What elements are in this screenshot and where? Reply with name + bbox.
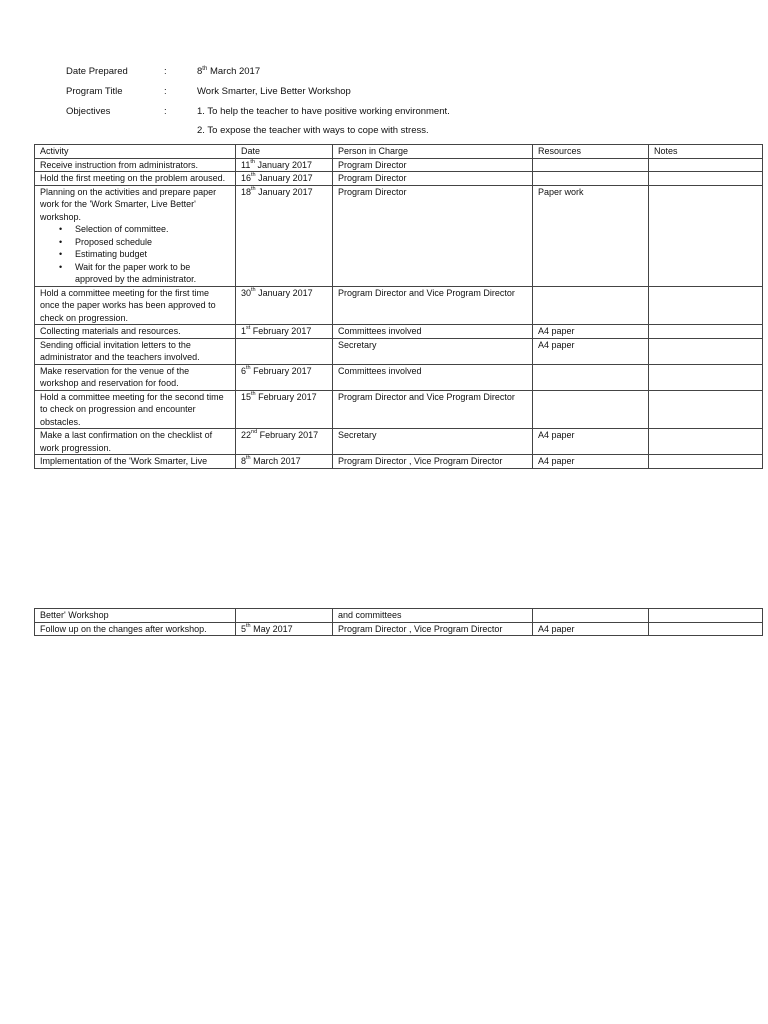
list-item: • Wait for the paper work to be approved by the administrator. <box>40 261 230 286</box>
objectives-colon: : <box>164 106 167 117</box>
person-cell: Program Director , Vice Program Director <box>333 622 533 636</box>
resources-cell: A4 paper <box>533 622 649 636</box>
objective-2: 2. To expose the teacher with ways to cope with stress. <box>197 125 429 136</box>
objective-1: 1. To help the teacher to have positive working environment. <box>197 106 450 117</box>
table-row <box>35 622 763 636</box>
resources-cell <box>533 609 649 623</box>
date-cell <box>236 185 333 286</box>
table-row <box>35 172 763 186</box>
activity-text: Planning on the activities and prepare paper work for the 'Work Smarter, Live Better' workshop. <box>40 186 217 222</box>
program-title-label: Program Title <box>66 86 123 97</box>
resources-cell: A4 paper <box>533 325 649 339</box>
activity-cell: Hold a committee meeting for the first time once the paper works has been approved to check on progression. <box>35 286 236 325</box>
person-cell: Program Director and Vice Program Director <box>333 390 533 429</box>
date-suffix: th <box>250 158 255 165</box>
date-day: 11 <box>241 159 251 170</box>
activity-bullet-list <box>40 223 230 286</box>
date-suffix: th <box>251 172 256 178</box>
column-header-notes: Notes <box>649 145 763 159</box>
notes-cell <box>649 622 763 636</box>
table-row <box>35 286 763 325</box>
notes-cell <box>649 286 763 325</box>
date-cell <box>236 390 333 429</box>
notes-cell <box>649 390 763 429</box>
date-day: 15 <box>241 391 252 402</box>
date-cell <box>236 364 333 390</box>
date-day: 22 <box>241 430 252 440</box>
activity-cell: Hold a committee meeting for the second time to check on progression and encounter obstacles. <box>35 390 236 429</box>
date-rest: February 2017 <box>250 365 312 376</box>
date-suffix: th <box>246 455 251 461</box>
table-row <box>35 609 763 623</box>
resources-cell <box>533 390 649 429</box>
person-cell: Committees involved <box>333 325 533 339</box>
date-day: 8 <box>241 456 247 466</box>
resources-cell <box>533 286 649 325</box>
table-row <box>35 429 763 455</box>
schedule-table <box>34 144 763 469</box>
person-cell: Secretary <box>333 338 533 364</box>
date-cell <box>236 158 333 172</box>
date-suffix: th <box>246 364 251 371</box>
date-suffix: st <box>246 325 251 331</box>
resources-cell: A4 paper <box>533 455 649 469</box>
table-row <box>35 390 763 429</box>
person-cell: Program Director <box>333 185 533 286</box>
date-day: 30 <box>241 287 252 298</box>
activity-cell: Hold the first meeting on the problem aroused. <box>35 172 236 186</box>
list-item: • Estimating budget <box>40 248 230 261</box>
date-suffix: th <box>251 185 256 192</box>
activity-cell <box>35 185 236 286</box>
activity-cell: Better' Workshop <box>35 609 236 623</box>
objectives-label: Objectives <box>66 106 111 117</box>
person-cell: and committees <box>333 609 533 623</box>
notes-cell <box>649 609 763 623</box>
resources-cell <box>533 364 649 390</box>
date-prepared-label: Date Prepared <box>66 66 128 77</box>
notes-cell <box>649 185 763 286</box>
notes-cell <box>649 364 763 390</box>
activity-cell: Sending official invitation letters to the administrator and the teachers involved. <box>35 338 236 364</box>
date-day: 1 <box>241 326 247 336</box>
date-rest: February 2017 <box>257 430 319 440</box>
notes-cell <box>649 429 763 455</box>
column-header-resources: Resources <box>533 145 649 159</box>
activity-cell: Receive instruction from administrators. <box>35 158 236 172</box>
table-row <box>35 338 763 364</box>
schedule-table-continued <box>34 608 763 636</box>
activity-cell: Make reservation for the venue of the workshop and reservation for food. <box>35 364 236 390</box>
table-row <box>35 185 763 286</box>
resources-cell <box>533 172 649 186</box>
activity-cell: Implementation of the 'Work Smarter, Live <box>35 455 236 469</box>
list-item: • Proposed schedule <box>40 236 230 249</box>
date-cell <box>236 429 333 455</box>
activity-cell: Follow up on the changes after workshop. <box>35 622 236 636</box>
date-cell <box>236 286 333 325</box>
program-title-colon: : <box>164 86 167 97</box>
column-header-person-in-charge: Person in Charge <box>333 145 533 159</box>
date-rest: February 2017 <box>250 326 312 336</box>
date-cell <box>236 455 333 469</box>
notes-cell <box>649 172 763 186</box>
list-item: • Selection of committee. <box>40 223 230 236</box>
notes-cell <box>649 338 763 364</box>
date-rest: January 2017 <box>254 159 312 170</box>
date-cell <box>236 325 333 339</box>
table-row <box>35 364 763 390</box>
date-suffix: th <box>251 286 256 293</box>
table-row <box>35 158 763 172</box>
person-cell: Program Director <box>333 158 533 172</box>
date-prepared-colon: : <box>164 66 167 77</box>
date-rest: January 2017 <box>255 186 313 197</box>
person-cell: Program Director , Vice Program Director <box>333 455 533 469</box>
resources-cell: A4 paper <box>533 338 649 364</box>
date-prepared-value: 8th March 2017 <box>197 66 261 77</box>
date-cell <box>236 172 333 186</box>
date-suffix: nd <box>251 429 258 435</box>
date-rest: May 2017 <box>250 623 293 634</box>
notes-cell <box>649 325 763 339</box>
date-day: 6 <box>241 365 247 376</box>
date-suffix: th <box>251 390 256 397</box>
person-cell: Committees involved <box>333 364 533 390</box>
column-header-activity: Activity <box>35 145 236 159</box>
date-cell <box>236 609 333 623</box>
program-title-value: Work Smarter, Live Better Workshop <box>197 86 351 97</box>
notes-cell <box>649 455 763 469</box>
person-cell: Program Director <box>333 172 533 186</box>
date-rest: March 2017 <box>250 456 301 466</box>
date-suffix: th <box>246 622 251 629</box>
date-rest: February 2017 <box>255 391 317 402</box>
notes-cell <box>649 158 763 172</box>
resources-cell: Paper work <box>533 185 649 286</box>
person-cell: Secretary <box>333 429 533 455</box>
date-day: 5 <box>241 623 247 634</box>
table-row <box>35 325 763 339</box>
date-cell <box>236 338 333 364</box>
column-header-date: Date <box>236 145 333 159</box>
table-row <box>35 455 763 469</box>
activity-cell: Collecting materials and resources. <box>35 325 236 339</box>
resources-cell: A4 paper <box>533 429 649 455</box>
resources-cell <box>533 158 649 172</box>
activity-cell: Make a last confirmation on the checklist of work progression. <box>35 429 236 455</box>
date-rest: January 2017 <box>255 287 313 298</box>
date-day: 18 <box>241 186 252 197</box>
date-day: 16 <box>241 173 252 183</box>
table-header-row <box>35 145 763 159</box>
person-cell: Program Director and Vice Program Director <box>333 286 533 325</box>
date-rest: January 2017 <box>255 173 313 183</box>
date-cell <box>236 622 333 636</box>
